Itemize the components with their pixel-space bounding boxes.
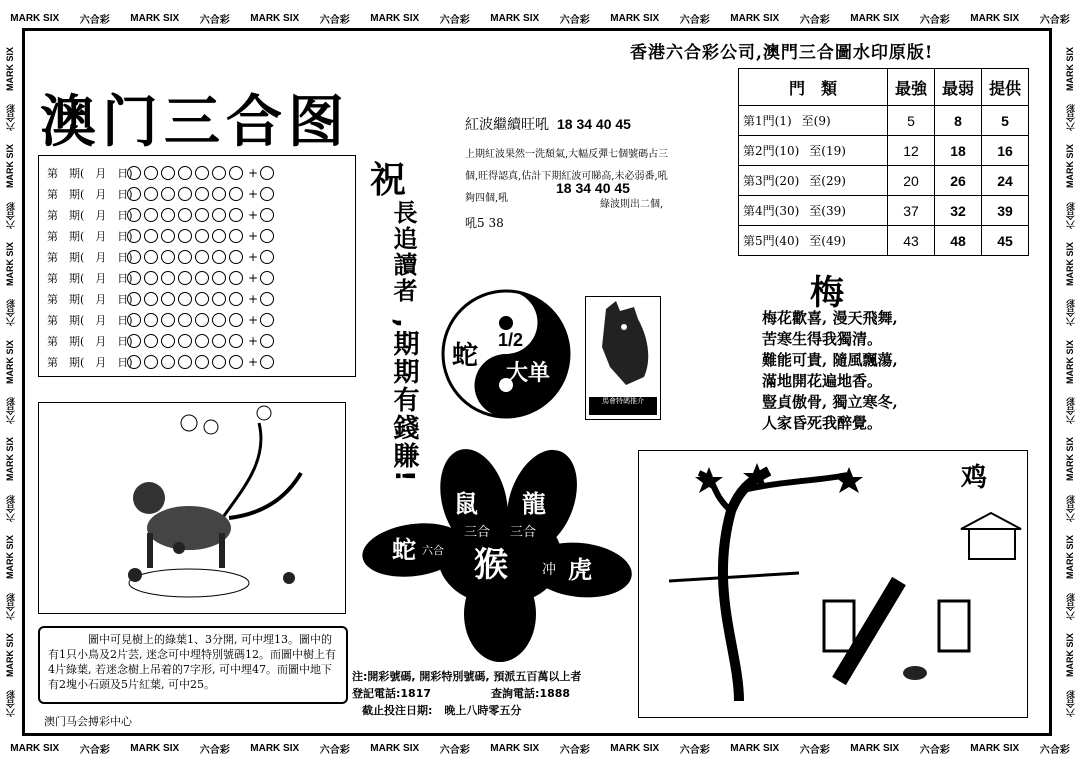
grid-circle bbox=[127, 187, 141, 201]
riddle-text: 圖中可見樹上的綠葉1、3分開, 可中埋13。圖中的有1只小鳥及2片芸, 迷念可中埋特別號碼12。而圖中樹上有4片綠葉, 若迷念樹上吊着的7字形, 可中埋47。而圖中地下有2塊小石頭及5片紅葉, 可中25。 bbox=[38, 626, 348, 704]
grid-row-label: 第 期( 月 日) bbox=[47, 250, 133, 264]
grid-special-circle bbox=[260, 166, 274, 180]
grid-circle bbox=[212, 166, 226, 180]
border-logo: 六合彩 bbox=[1065, 494, 1076, 522]
grid-circle bbox=[161, 271, 175, 285]
door-range-end: 至(29) bbox=[809, 174, 846, 188]
tiger-illustration bbox=[38, 402, 346, 614]
grid-circle bbox=[212, 292, 226, 306]
grid-circle bbox=[195, 250, 209, 264]
grid-circle bbox=[195, 292, 209, 306]
grid-circle bbox=[195, 271, 209, 285]
grid-circle bbox=[229, 292, 243, 306]
door-range-end: 至(39) bbox=[809, 204, 846, 218]
grid-row-label: 第 期( 月 日) bbox=[47, 313, 133, 327]
grid-special-circle bbox=[260, 229, 274, 243]
border-brand: MARK SIX bbox=[370, 12, 420, 24]
border-logo: 六合彩 bbox=[439, 14, 470, 26]
grid-row-label: 第 期( 月 日) bbox=[47, 229, 133, 243]
door-range bbox=[739, 196, 888, 226]
grid-circle bbox=[127, 292, 141, 306]
grid-circle bbox=[212, 334, 226, 348]
poem-line: 難能可貴, 隨風飄蕩, bbox=[762, 351, 898, 369]
door-range bbox=[739, 106, 888, 136]
header-category: 門 類 bbox=[739, 69, 888, 106]
flower-mid-left: 三合 bbox=[464, 525, 491, 540]
border-logo: 六合彩 bbox=[679, 744, 710, 756]
door-table bbox=[738, 68, 1029, 256]
reg-phone-label: 登記電話: bbox=[352, 687, 401, 700]
border-brand: MARK SIX bbox=[5, 632, 15, 677]
grid-circle bbox=[212, 271, 226, 285]
border-logo: 六合彩 bbox=[1039, 14, 1070, 26]
grid-circle bbox=[229, 208, 243, 222]
grid-row bbox=[47, 267, 347, 288]
grid-row bbox=[47, 309, 347, 330]
poem-line: 苦寒生得我獨清。 bbox=[762, 330, 883, 348]
grid-row bbox=[47, 330, 347, 351]
grid-circle bbox=[127, 355, 141, 369]
grid-circle bbox=[144, 334, 158, 348]
yinyang-left: 蛇 bbox=[452, 341, 479, 371]
border-logo: 六合彩 bbox=[1065, 592, 1076, 620]
border-logo: 六合彩 bbox=[559, 744, 590, 756]
border-brand: MARK SIX bbox=[10, 12, 60, 24]
grid-circle bbox=[229, 250, 243, 264]
border-brand: MARK SIX bbox=[970, 12, 1020, 24]
weak-value: 26 bbox=[935, 166, 982, 196]
border-brand: MARK SIX bbox=[490, 742, 540, 754]
border-brand: MARK SIX bbox=[1065, 144, 1075, 189]
border-logo: 六合彩 bbox=[1065, 201, 1076, 229]
border-brand: MARK SIX bbox=[130, 12, 180, 24]
grid-circle bbox=[229, 334, 243, 348]
border-brand: MARK SIX bbox=[5, 535, 15, 580]
border-logo: 六合彩 bbox=[5, 494, 16, 522]
rooster-illustration bbox=[638, 450, 1028, 718]
grid-circle bbox=[212, 208, 226, 222]
grid-plus: + bbox=[248, 312, 259, 327]
border-brand: MARK SIX bbox=[5, 46, 15, 91]
rooster-label: 鸡 bbox=[960, 463, 987, 493]
flower-right: 虎 bbox=[568, 556, 592, 584]
grid-circle bbox=[178, 271, 192, 285]
grid-circle bbox=[229, 187, 243, 201]
border-logo: 六合彩 bbox=[1065, 104, 1076, 132]
grid-circle bbox=[212, 250, 226, 264]
border-logo: 六合彩 bbox=[79, 744, 110, 756]
door-range-end: 至(49) bbox=[809, 234, 846, 248]
table-row bbox=[739, 196, 1029, 226]
weak-value: 32 bbox=[935, 196, 982, 226]
border-brand: MARK SIX bbox=[370, 742, 420, 754]
horse-head-icon bbox=[586, 297, 660, 393]
grid-row-label: 第 期( 月 日) bbox=[47, 166, 133, 180]
grid-circle bbox=[144, 208, 158, 222]
red-wave-last: 吼5 38 bbox=[465, 216, 504, 230]
border-brand: MARK SIX bbox=[5, 144, 15, 189]
grid-circle bbox=[212, 229, 226, 243]
border-brand: MARK SIX bbox=[850, 12, 900, 24]
query-phone-label: 查詢電話: bbox=[491, 687, 540, 700]
border-logo: 六合彩 bbox=[199, 14, 230, 26]
grid-circle bbox=[195, 187, 209, 201]
weak-value: 18 bbox=[935, 136, 982, 166]
border-logo: 六合彩 bbox=[5, 299, 16, 327]
grid-row bbox=[47, 225, 347, 246]
grid-circle bbox=[161, 292, 175, 306]
border-logo: 六合彩 bbox=[199, 744, 230, 756]
grid-row bbox=[47, 162, 347, 183]
flower-left-small: 六合 bbox=[422, 544, 444, 557]
red-wave-label: 紅波繼續旺吼 bbox=[465, 117, 549, 133]
door-name: 第3門(20) bbox=[743, 174, 800, 188]
border-brand: MARK SIX bbox=[250, 742, 300, 754]
grid-circle bbox=[161, 187, 175, 201]
grid-circle bbox=[161, 166, 175, 180]
bottom-border bbox=[0, 738, 1080, 758]
grid-circle bbox=[144, 187, 158, 201]
border-logo: 六合彩 bbox=[919, 14, 950, 26]
yinyang-right: 大单 bbox=[506, 361, 551, 386]
grid-row-label: 第 期( 月 日) bbox=[47, 208, 133, 222]
border-logo: 六合彩 bbox=[1065, 299, 1076, 327]
grid-plus: + bbox=[248, 228, 259, 243]
grid-plus: + bbox=[248, 165, 259, 180]
reg-phone-value: 1817 bbox=[400, 687, 432, 700]
door-name: 第2門(10) bbox=[743, 144, 800, 158]
grid-circle bbox=[229, 166, 243, 180]
grid-circle bbox=[127, 334, 141, 348]
right-border bbox=[1062, 40, 1078, 724]
grid-special-circle bbox=[260, 208, 274, 222]
grid-circle bbox=[178, 229, 192, 243]
give-value: 39 bbox=[982, 196, 1029, 226]
border-brand: MARK SIX bbox=[5, 437, 15, 482]
grid-row bbox=[47, 246, 347, 267]
grid-row-label: 第 期( 月 日) bbox=[47, 187, 133, 201]
header-slogan: 香港六合彩公司,澳門三合圖水印原版! bbox=[630, 43, 934, 63]
border-logo: 六合彩 bbox=[79, 14, 110, 26]
door-range bbox=[739, 136, 888, 166]
yinyang-fraction: 1/2 bbox=[498, 330, 524, 350]
flower-left: 蛇 bbox=[392, 536, 416, 564]
grid-circle bbox=[161, 334, 175, 348]
table-row bbox=[739, 226, 1029, 256]
horse-illustration bbox=[585, 296, 661, 420]
grid-special-circle bbox=[260, 313, 274, 327]
grid-circle bbox=[195, 229, 209, 243]
horse-caption: 馬會特碼推介 bbox=[589, 397, 657, 415]
grid-special-circle bbox=[260, 292, 274, 306]
grid-circle bbox=[161, 229, 175, 243]
border-logo: 六合彩 bbox=[1065, 397, 1076, 425]
grid-circle bbox=[127, 229, 141, 243]
flower-right-small: 冲 bbox=[542, 562, 556, 578]
border-logo: 六合彩 bbox=[5, 690, 16, 718]
grid-row bbox=[47, 183, 347, 204]
grid-circle bbox=[127, 208, 141, 222]
tiger-icon bbox=[39, 403, 345, 613]
grid-circle bbox=[195, 166, 209, 180]
page-title: 澳门三合图 bbox=[40, 90, 350, 155]
table-header-row bbox=[739, 69, 1029, 106]
grid-plus: + bbox=[248, 270, 259, 285]
grid-circle bbox=[144, 355, 158, 369]
grid-circle bbox=[178, 187, 192, 201]
deadline bbox=[362, 702, 581, 719]
strong-value: 5 bbox=[888, 106, 935, 136]
door-name: 第5門(40) bbox=[743, 234, 800, 248]
grid-special-circle bbox=[260, 355, 274, 369]
grid-circle bbox=[127, 271, 141, 285]
door-name: 第4門(30) bbox=[743, 204, 800, 218]
door-range-end: 至(9) bbox=[801, 114, 831, 128]
grid-plus: + bbox=[248, 333, 259, 348]
grid-circle bbox=[127, 166, 141, 180]
header-give: 提供 bbox=[982, 69, 1029, 106]
grid-special-circle bbox=[260, 187, 274, 201]
grid-row-label: 第 期( 月 日) bbox=[47, 271, 133, 285]
border-brand: MARK SIX bbox=[730, 12, 780, 24]
flower-mid-right: 三合 bbox=[510, 525, 537, 540]
grid-circle bbox=[144, 313, 158, 327]
border-brand: MARK SIX bbox=[1065, 632, 1075, 677]
border-brand: MARK SIX bbox=[1065, 46, 1075, 91]
header-strong: 最強 bbox=[888, 69, 935, 106]
grid-circle bbox=[161, 208, 175, 222]
grid-circle bbox=[229, 229, 243, 243]
border-brand: MARK SIX bbox=[250, 12, 300, 24]
border-brand: MARK SIX bbox=[5, 242, 15, 287]
weak-value: 48 bbox=[935, 226, 982, 256]
red-wave-title bbox=[465, 114, 631, 134]
zodiac-flower bbox=[362, 442, 632, 664]
red-wave-text: 上期紅波果然一洗頹氣,大幅反彈七個號碼占三個,旺得認真,估計下期紅波可睇高,未必弱番,吼夠四個,吼 bbox=[465, 149, 669, 204]
give-value: 45 bbox=[982, 226, 1029, 256]
notes-phones bbox=[352, 685, 581, 702]
flower-top-left: 鼠 bbox=[454, 490, 478, 518]
grid-circle bbox=[195, 313, 209, 327]
grid-circle bbox=[144, 229, 158, 243]
border-logo: 六合彩 bbox=[1065, 690, 1076, 718]
border-logo: 六合彩 bbox=[319, 744, 350, 756]
border-brand: MARK SIX bbox=[610, 742, 660, 754]
border-logo: 六合彩 bbox=[5, 104, 16, 132]
poem-line: 梅花歡喜, 漫天飛舞, bbox=[762, 309, 898, 327]
weak-value: 8 bbox=[935, 106, 982, 136]
grid-circle bbox=[229, 313, 243, 327]
door-range bbox=[739, 166, 888, 196]
deadline-label: 截止投注日期: bbox=[362, 704, 433, 717]
poem-line: 人家昏死我醉覺。 bbox=[762, 414, 883, 432]
border-brand: MARK SIX bbox=[1065, 437, 1075, 482]
grid-circle bbox=[178, 292, 192, 306]
grid-circle bbox=[161, 355, 175, 369]
top-border bbox=[0, 8, 1080, 28]
header-weak: 最弱 bbox=[935, 69, 982, 106]
give-value: 24 bbox=[982, 166, 1029, 196]
table-row bbox=[739, 106, 1029, 136]
grid-circle bbox=[229, 271, 243, 285]
grid-plus: + bbox=[248, 249, 259, 264]
grid-circle bbox=[229, 355, 243, 369]
strong-value: 37 bbox=[888, 196, 935, 226]
notes-line-1: 注:開彩號碼, 開彩特別號碼, 預派五百萬以上者 bbox=[352, 670, 582, 683]
left-border bbox=[2, 40, 18, 724]
strong-value: 43 bbox=[888, 226, 935, 256]
poem-line: 滿地開花遍地香。 bbox=[762, 372, 883, 390]
border-logo: 六合彩 bbox=[559, 14, 590, 26]
strong-value: 12 bbox=[888, 136, 935, 166]
grid-plus: + bbox=[248, 354, 259, 369]
door-range bbox=[739, 226, 888, 256]
border-brand: MARK SIX bbox=[1065, 339, 1075, 384]
grid-circle bbox=[195, 355, 209, 369]
border-logo: 六合彩 bbox=[5, 201, 16, 229]
poem-line: 豎貞傲骨, 獨立寒冬, bbox=[762, 393, 898, 411]
door-range-end: 至(19) bbox=[809, 144, 846, 158]
grid-special-circle bbox=[260, 250, 274, 264]
grid-special-circle bbox=[260, 271, 274, 285]
grid-circle bbox=[212, 313, 226, 327]
grid-circle bbox=[178, 334, 192, 348]
grid-plus: + bbox=[248, 186, 259, 201]
border-brand: MARK SIX bbox=[970, 742, 1020, 754]
grid-circle bbox=[127, 313, 141, 327]
border-logo: 六合彩 bbox=[799, 14, 830, 26]
flower-top-right: 龍 bbox=[522, 490, 546, 518]
border-brand: MARK SIX bbox=[130, 742, 180, 754]
yinyang-icon bbox=[440, 288, 572, 420]
grid-circle bbox=[178, 250, 192, 264]
border-logo: 六合彩 bbox=[919, 744, 950, 756]
grid-circle bbox=[161, 313, 175, 327]
notes bbox=[352, 668, 581, 719]
grid-plus: + bbox=[248, 291, 259, 306]
grid-special-circle bbox=[260, 334, 274, 348]
border-logo: 六合彩 bbox=[319, 14, 350, 26]
grid-circle bbox=[178, 166, 192, 180]
table-row bbox=[739, 136, 1029, 166]
border-brand: MARK SIX bbox=[5, 339, 15, 384]
border-logo: 六合彩 bbox=[799, 744, 830, 756]
grid-circle bbox=[178, 355, 192, 369]
border-brand: MARK SIX bbox=[1065, 242, 1075, 287]
give-value: 16 bbox=[982, 136, 1029, 166]
border-brand: MARK SIX bbox=[850, 742, 900, 754]
border-logo: 六合彩 bbox=[679, 14, 710, 26]
border-brand: MARK SIX bbox=[730, 742, 780, 754]
green-wave-text: 綠波則出二個, bbox=[600, 199, 664, 210]
border-brand: MARK SIX bbox=[490, 12, 540, 24]
strong-value: 20 bbox=[888, 166, 935, 196]
blessing-line-2: ,期期有錢賺! bbox=[389, 318, 419, 484]
grid-row-label: 第 期( 月 日) bbox=[47, 355, 133, 369]
query-phone bbox=[491, 685, 570, 702]
red-wave-numbers-2: 18 34 40 45 bbox=[556, 180, 630, 196]
border-logo: 六合彩 bbox=[5, 592, 16, 620]
give-value: 5 bbox=[982, 106, 1029, 136]
grid-row bbox=[47, 351, 347, 372]
grid-row-label: 第 期( 月 日) bbox=[47, 334, 133, 348]
grid-row-label: 第 期( 月 日) bbox=[47, 292, 133, 306]
grid-row bbox=[47, 204, 347, 225]
grid-circle bbox=[144, 166, 158, 180]
border-logo: 六合彩 bbox=[1039, 744, 1070, 756]
reg-phone bbox=[352, 685, 431, 702]
blessing-line-1: 長追讀者 bbox=[389, 200, 417, 304]
grid-circle bbox=[212, 187, 226, 201]
grid-circle bbox=[144, 292, 158, 306]
border-logo: 六合彩 bbox=[439, 744, 470, 756]
red-wave-numbers: 18 34 40 45 bbox=[557, 116, 631, 132]
grid-circle bbox=[127, 250, 141, 264]
border-logo: 六合彩 bbox=[5, 397, 16, 425]
grid-row bbox=[47, 288, 347, 309]
door-name: 第1門(1) bbox=[743, 114, 792, 128]
border-brand: MARK SIX bbox=[10, 742, 60, 754]
blessing-big: 祝 bbox=[370, 160, 407, 201]
center-name: 澳门马会搏彩中心 bbox=[44, 715, 132, 728]
query-phone-value: 1888 bbox=[539, 687, 571, 700]
poem-title: 梅 bbox=[810, 273, 844, 313]
grid-circle bbox=[212, 355, 226, 369]
grid-circle bbox=[178, 208, 192, 222]
flower-center: 猴 bbox=[474, 545, 508, 585]
border-brand: MARK SIX bbox=[610, 12, 660, 24]
poem bbox=[762, 308, 898, 434]
grid-circle bbox=[144, 250, 158, 264]
grid-circle bbox=[195, 208, 209, 222]
border-brand: MARK SIX bbox=[1065, 535, 1075, 580]
grid-circle bbox=[195, 334, 209, 348]
table-row bbox=[739, 166, 1029, 196]
grid-plus: + bbox=[248, 207, 259, 222]
grid-circle bbox=[161, 250, 175, 264]
grid-circle bbox=[178, 313, 192, 327]
grid-circle bbox=[144, 271, 158, 285]
deadline-value: 晚上八時零五分 bbox=[444, 704, 522, 717]
draw-grid bbox=[38, 155, 356, 377]
